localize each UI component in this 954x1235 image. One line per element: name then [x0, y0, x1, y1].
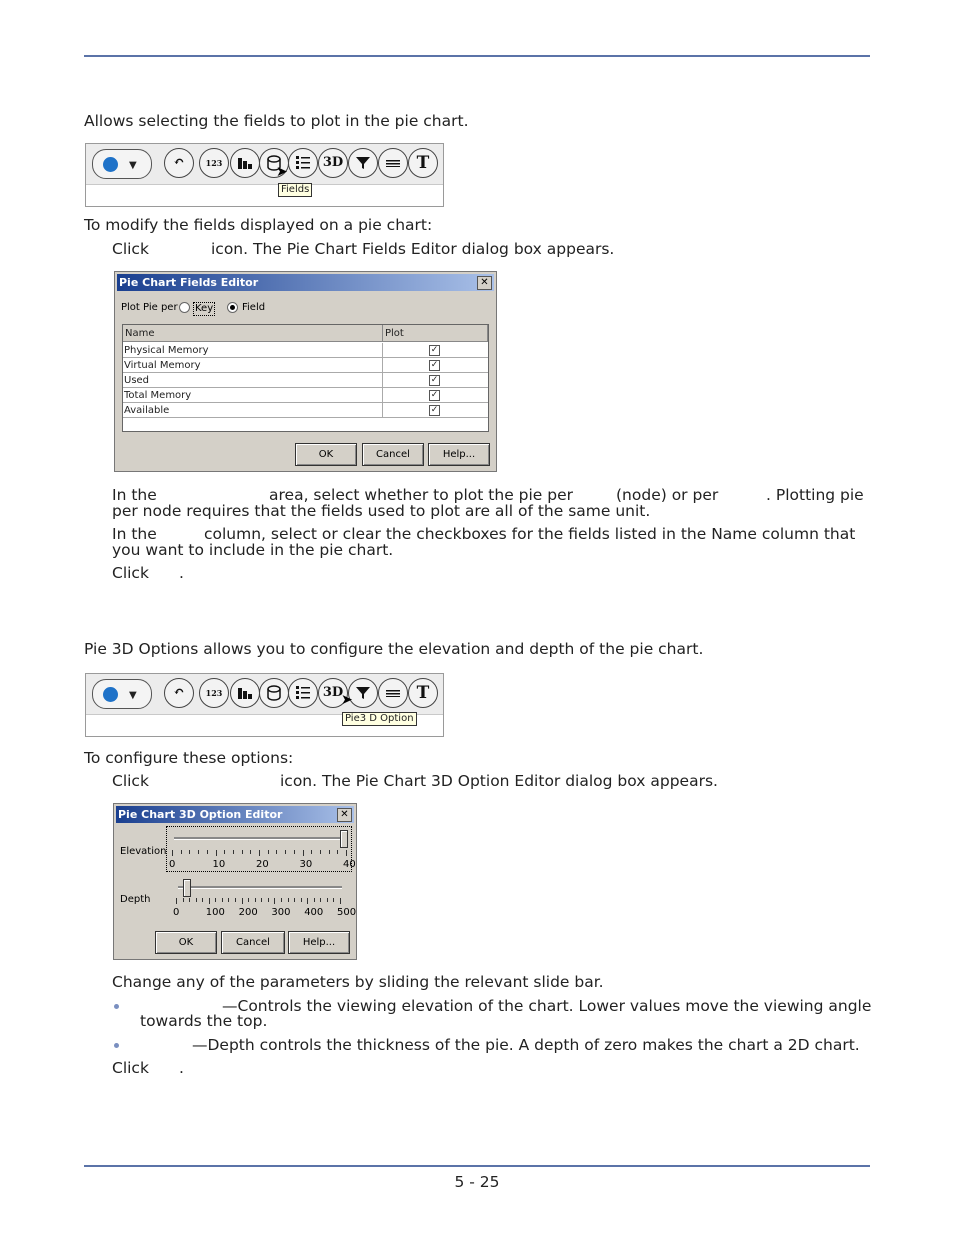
depth-tick-marks — [176, 898, 340, 904]
tick-mark — [346, 850, 347, 856]
undo-button[interactable] — [164, 678, 194, 708]
scale-icon: 123 — [205, 158, 223, 168]
bullet-icon — [114, 1004, 119, 1009]
close-icon[interactable]: ✕ — [477, 276, 492, 290]
page-number: 5 - 25 — [454, 1173, 500, 1191]
legend-icon — [294, 684, 312, 702]
tick-mark — [320, 850, 321, 854]
tick-mark — [288, 898, 289, 902]
mouse-pointer-icon: ➤ — [341, 692, 353, 708]
pattern-button[interactable] — [378, 148, 408, 178]
tick-mark — [189, 898, 190, 902]
elevation-tick-labels — [169, 859, 356, 871]
table-row — [123, 373, 488, 388]
title-button[interactable] — [408, 678, 438, 708]
tick-label: 30 — [299, 859, 313, 870]
pie-toolbar-3d — [85, 673, 444, 737]
tick-label: 400 — [304, 907, 324, 918]
tick-mark — [215, 898, 216, 902]
tick-mark — [242, 850, 243, 854]
tick-mark — [294, 898, 295, 902]
undo-icon: ↶ — [173, 155, 185, 170]
radio-field-label: Field — [242, 302, 266, 313]
tick-mark — [327, 898, 328, 902]
column-divider — [382, 373, 383, 387]
tick-mark — [228, 898, 229, 902]
tick-mark — [224, 850, 225, 854]
column-divider — [382, 388, 383, 402]
tick-mark — [294, 850, 295, 854]
help-button[interactable]: Help... — [288, 931, 350, 954]
pie-3d-icon: 3D — [322, 155, 344, 170]
tick-mark — [340, 898, 341, 904]
para-a-3: (node) or per — [616, 486, 719, 504]
change-parameters-text: Change any of the parameters by sliding the relevant slide bar. — [112, 973, 604, 991]
tick-mark — [303, 850, 304, 856]
tick-mark — [181, 850, 182, 854]
depth-label: Depth — [120, 894, 151, 905]
tick-label: 300 — [271, 907, 291, 918]
filter-icon — [354, 684, 372, 702]
radio-field[interactable] — [227, 302, 238, 313]
tick-mark — [276, 850, 277, 854]
depth-slider-thumb[interactable] — [183, 879, 191, 897]
column-header-plot[interactable]: Plot — [383, 325, 488, 342]
step-click-rest-2: icon. The Pie Chart 3D Option Editor dialog box appears. — [280, 772, 718, 790]
bar-button[interactable] — [230, 148, 260, 178]
tick-mark — [329, 850, 330, 854]
tick-mark — [281, 898, 282, 902]
table-row — [123, 388, 488, 403]
ok-button[interactable]: OK — [155, 931, 217, 954]
pattern-button[interactable] — [378, 678, 408, 708]
tick-label: 10 — [212, 859, 226, 870]
tick-label: 200 — [238, 907, 258, 918]
pie-chart-3d-option-editor-dialog — [113, 803, 357, 960]
tick-mark — [314, 898, 315, 902]
plot-checkbox[interactable]: ✓ — [430, 405, 439, 415]
scale-button[interactable] — [199, 148, 229, 178]
tick-mark — [242, 898, 243, 904]
footer-rule — [84, 1165, 870, 1167]
column-divider — [382, 343, 383, 357]
radio-key[interactable] — [179, 302, 190, 313]
tick-mark — [198, 850, 199, 854]
column-divider — [382, 403, 383, 417]
pie-chart-type-icon — [103, 157, 118, 172]
para-a-5: per node requires that the fields used to plot are all of the same unit. — [112, 502, 651, 520]
plot-checkbox[interactable]: ✓ — [430, 345, 439, 355]
tick-label: 100 — [205, 907, 225, 918]
help-button[interactable]: Help... — [428, 443, 490, 466]
tick-mark — [216, 850, 217, 856]
tick-label: 40 — [343, 859, 356, 870]
pattern-icon — [384, 154, 402, 172]
dropdown-arrow-icon: ▼ — [129, 160, 137, 171]
dialog-title: Pie Chart Fields Editor — [119, 276, 259, 289]
pie3d-option-tooltip: Pie3 D Option — [342, 712, 417, 726]
configure-intro: To configure these options: — [84, 749, 294, 767]
tick-label: 20 — [256, 859, 269, 870]
tick-mark — [207, 850, 208, 854]
fields-button[interactable] — [259, 678, 289, 708]
pie-chart-type-button[interactable] — [92, 679, 152, 709]
bullet-elevation-text: —Controls the viewing elevation of the chart. Lower values move the viewing angle — [222, 997, 872, 1015]
tick-mark — [301, 898, 302, 902]
tick-mark — [248, 898, 249, 902]
pie-chart-type-button[interactable] — [92, 149, 152, 179]
fields-icon — [265, 684, 283, 702]
ok-button[interactable]: OK — [295, 443, 357, 466]
fields-grid — [122, 324, 489, 432]
tick-mark — [274, 898, 275, 904]
tick-mark — [261, 898, 262, 902]
elevation-tick-marks — [172, 850, 346, 856]
tick-mark — [268, 850, 269, 854]
dialog-title: Pie Chart 3D Option Editor — [118, 808, 283, 821]
tick-label: 0 — [173, 907, 180, 918]
modify-fields-intro: To modify the fields displayed on a pie chart: — [84, 216, 433, 234]
toolbar-strip — [86, 674, 443, 715]
column-divider — [382, 358, 383, 372]
plot-per-label: Plot Pie per — [121, 302, 178, 313]
column-header-name[interactable]: Name — [123, 325, 383, 342]
plot-checkbox[interactable]: ✓ — [430, 360, 439, 370]
pie-toolbar-fields — [85, 143, 444, 207]
tick-mark — [233, 850, 234, 854]
pie3d-intro-text: Pie 3D Options allows you to configure the elevation and depth of the pie chart. — [84, 640, 704, 658]
radio-key-label: Key — [195, 303, 214, 314]
tick-mark — [311, 850, 312, 854]
close-icon[interactable]: ✕ — [337, 808, 352, 822]
elevation-label: Elevation — [120, 846, 167, 857]
header-rule — [84, 55, 870, 57]
field-name: Total Memory — [124, 390, 192, 401]
table-row — [123, 403, 488, 418]
step-click-label-2: Click — [112, 772, 149, 790]
para-b-2: column, select or clear the checkboxes for the fields listed in the Name column that — [204, 525, 856, 543]
toolbar-strip — [86, 144, 443, 185]
para-b-3: you want to include in the pie chart. — [112, 541, 394, 559]
dialog-titlebar — [116, 806, 354, 823]
step-click-rest: icon. The Pie Chart Fields Editor dialog box appears. — [211, 240, 615, 258]
legend-button[interactable] — [288, 678, 318, 708]
tick-mark — [259, 850, 260, 856]
tick-mark — [333, 898, 334, 902]
scale-button[interactable] — [199, 678, 229, 708]
table-row — [123, 358, 488, 373]
legend-icon — [294, 154, 312, 172]
legend-button[interactable] — [288, 148, 318, 178]
tick-mark — [337, 850, 338, 854]
elevation-slider-thumb[interactable] — [340, 830, 348, 848]
tick-mark — [255, 898, 256, 902]
tick-mark — [307, 898, 308, 904]
tick-mark — [183, 898, 184, 902]
title-icon: T — [416, 153, 430, 173]
cancel-button[interactable]: Cancel — [362, 443, 424, 466]
para-a-1: In the — [112, 486, 157, 504]
bar-icon — [236, 684, 254, 702]
depth-track — [178, 886, 342, 889]
field-name: Physical Memory — [124, 345, 209, 356]
tick-mark — [189, 850, 190, 854]
tick-mark — [268, 898, 269, 902]
pie-3d-icon: 3D — [322, 685, 344, 700]
tick-mark — [202, 898, 203, 902]
tick-mark — [250, 850, 251, 854]
title-button[interactable] — [408, 148, 438, 178]
bar-icon — [236, 154, 254, 172]
table-row — [123, 343, 488, 358]
tick-mark — [172, 850, 173, 856]
undo-button[interactable] — [164, 148, 194, 178]
scale-icon: 123 — [205, 688, 223, 698]
pattern-icon — [384, 684, 402, 702]
para-c-2: . — [179, 564, 184, 582]
tick-mark — [235, 898, 236, 902]
dialog-titlebar — [117, 274, 494, 291]
filter-icon — [354, 154, 372, 172]
title-icon: T — [416, 683, 430, 703]
field-name: Used — [124, 375, 150, 386]
bullet-elevation-cont: towards the top. — [140, 1012, 268, 1030]
tick-label: 500 — [337, 907, 357, 918]
para-c-1: Click — [112, 564, 149, 582]
para-b-1: In the — [112, 525, 157, 543]
final-click-period: . — [179, 1059, 184, 1077]
bar-button[interactable] — [230, 678, 260, 708]
step-click-label: Click — [112, 240, 149, 258]
depth-tick-labels — [173, 907, 357, 919]
tick-label: 0 — [169, 859, 176, 870]
pie-chart-type-icon — [103, 687, 118, 702]
tick-mark — [320, 898, 321, 902]
tick-mark — [209, 898, 210, 904]
plot-checkbox[interactable]: ✓ — [430, 375, 439, 385]
fields-intro-text: Allows selecting the fields to plot in the pie chart. — [84, 112, 469, 130]
para-a-2: area, select whether to plot the pie per — [269, 486, 574, 504]
plot-checkbox[interactable]: ✓ — [430, 390, 439, 400]
tick-mark — [176, 898, 177, 904]
bullet-depth-text: —Depth controls the thickness of the pie. A depth of zero makes the chart a 2D chart. — [192, 1036, 860, 1054]
undo-icon: ↶ — [173, 685, 185, 700]
tick-mark — [222, 898, 223, 902]
tick-mark — [196, 898, 197, 902]
pie-chart-fields-editor-dialog — [114, 271, 497, 472]
cancel-button[interactable]: Cancel — [221, 931, 285, 954]
mouse-pointer-icon: ➤ — [276, 164, 288, 180]
bullet-icon — [114, 1043, 119, 1048]
filter-button[interactable] — [348, 148, 378, 178]
para-a-4: . Plotting pie — [766, 486, 864, 504]
field-name: Available — [124, 405, 170, 416]
final-click-label: Click — [112, 1059, 149, 1077]
pie-3d-button[interactable] — [318, 148, 348, 178]
field-name: Virtual Memory — [124, 360, 201, 371]
tick-mark — [285, 850, 286, 854]
dropdown-arrow-icon: ▼ — [129, 690, 137, 701]
fields-tooltip: Fields — [278, 183, 312, 197]
elevation-track — [174, 837, 346, 840]
